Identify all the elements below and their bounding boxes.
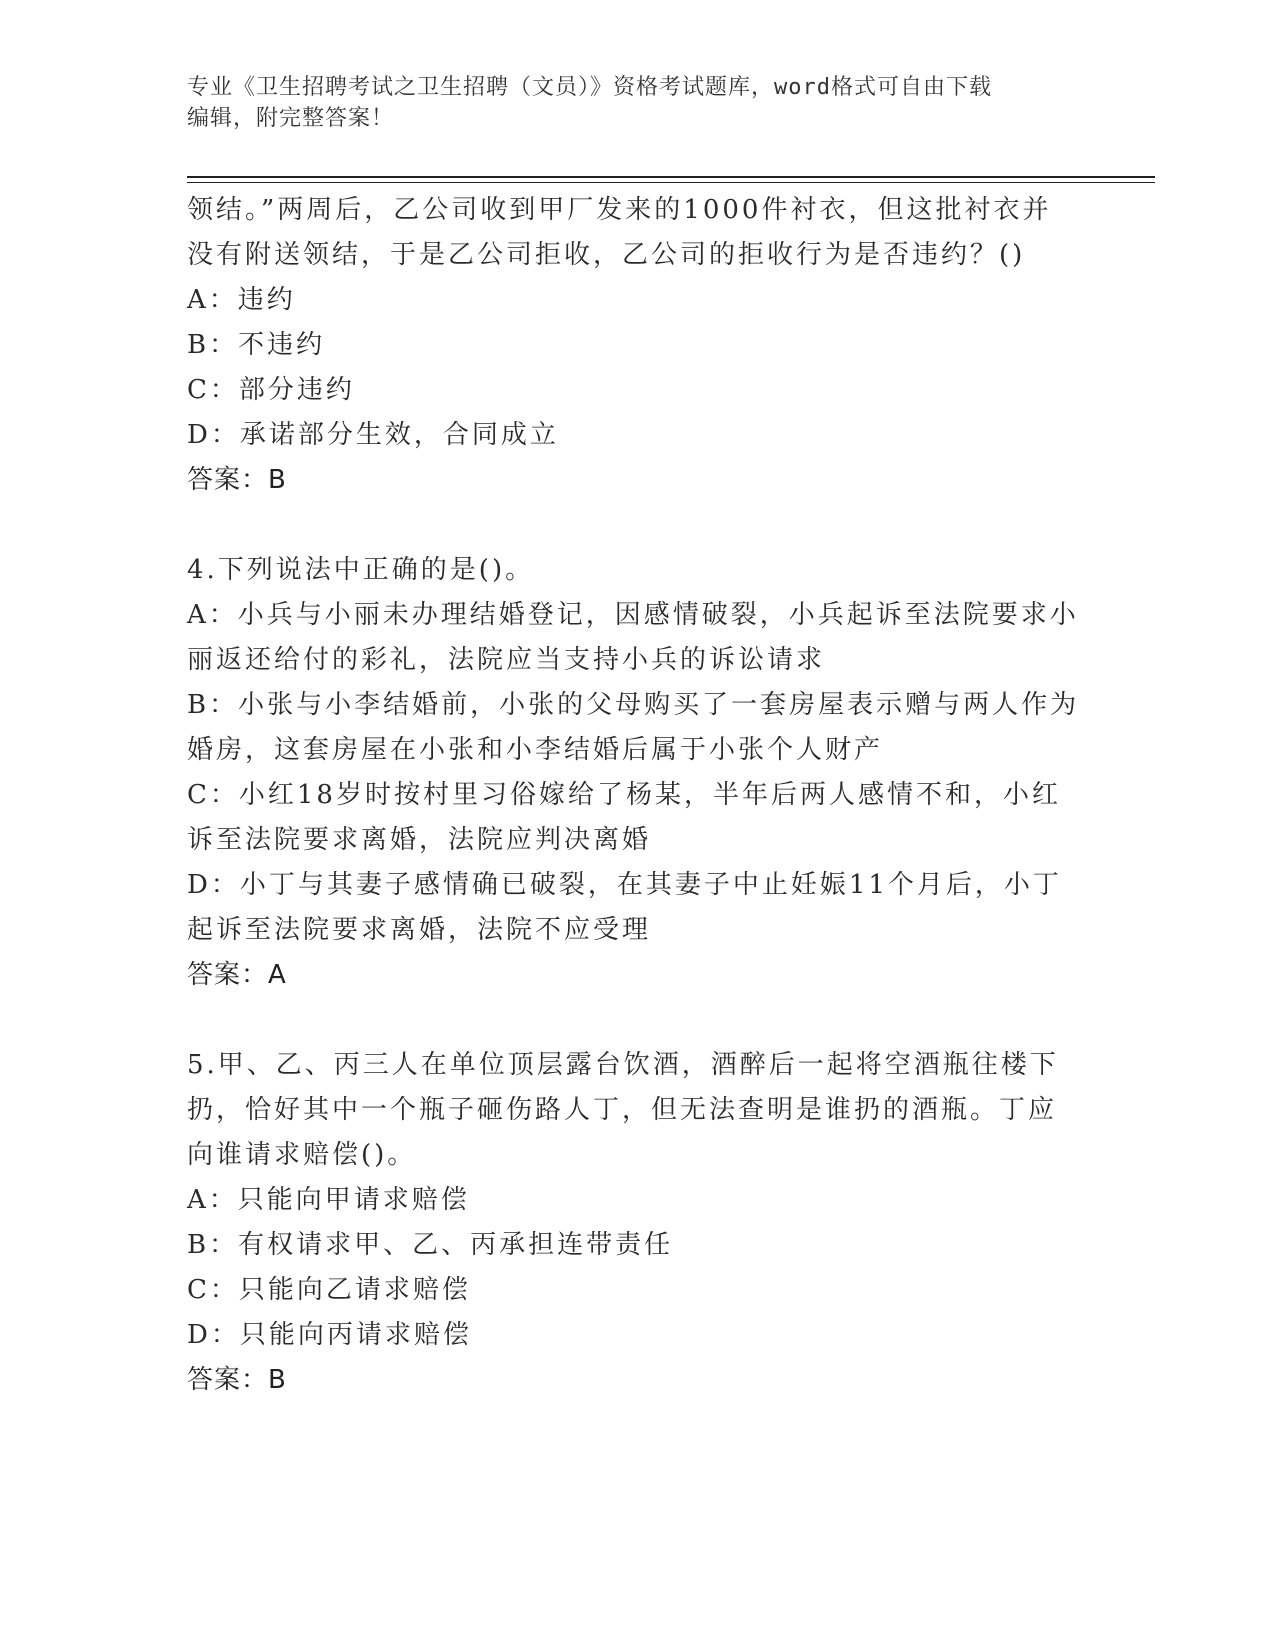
question-4-option-a-line-2: 丽返还给付的彩礼，法院应当支持小兵的诉讼请求 — [187, 645, 826, 675]
question-3-option-b: B：不违约 — [187, 330, 326, 360]
question-4-option-d-line-1: D：小丁与其妻子感情确已破裂，在其妻子中止妊娠11个月后，小丁 — [187, 870, 1062, 900]
question-5-stem-line-1: 5.甲、乙、丙三人在单位顶层露台饮酒，酒醉后一起将空酒瓶往楼下 — [187, 1050, 1059, 1080]
question-4-option-c-line-2: 诉至法院要求离婚，法院应判决离婚 — [187, 825, 652, 855]
question-4 — [187, 548, 1080, 998]
question-5 — [187, 1043, 1067, 1403]
question-3-answer: 答案：B — [187, 465, 287, 495]
question-4-option-d-line-2: 起诉至法院要求离婚，法院不应受理 — [187, 915, 652, 945]
question-4-answer: 答案：A — [187, 960, 287, 990]
header-line-2: 编辑，附完整答案！ — [187, 106, 395, 131]
header-divider-thin — [187, 182, 1155, 183]
question-spacer — [187, 998, 1067, 1043]
question-3-option-a: A：违约 — [187, 285, 296, 315]
question-3-stem-line-1: 领结。”两周后，乙公司收到甲厂发来的1000件衬衣，但这批衬衣并 — [187, 195, 1052, 225]
question-5-option-d: D：只能向丙请求赔偿 — [187, 1320, 472, 1350]
question-3-stem-line-2: 没有附送领结，于是乙公司拒收，乙公司的拒收行为是否违约？() — [187, 240, 1026, 270]
header-line-1: 专业《卫生招聘考试之卫生招聘（文员）》资格考试题库，word格式可自由下载 — [187, 75, 992, 100]
question-spacer — [187, 503, 1067, 548]
question-4-stem-line-1: 4.下列说法中正确的是()。 — [187, 555, 535, 585]
question-5-option-b: B：有权请求甲、乙、丙承担连带责任 — [187, 1230, 674, 1260]
question-5-answer: 答案：B — [187, 1365, 287, 1395]
question-5-stem-line-2: 扔，恰好其中一个瓶子砸伤路人丁，但无法查明是谁扔的酒瓶。丁应 — [187, 1095, 1058, 1125]
question-3-option-d: D：承诺部分生效，合同成立 — [187, 420, 559, 450]
question-5-option-a: A：只能向甲请求赔偿 — [187, 1185, 470, 1215]
question-4-option-a-line-1: A：小兵与小丽未办理结婚登记，因感情破裂，小兵起诉至法院要求小 — [187, 600, 1079, 630]
header-divider-thick — [187, 176, 1155, 178]
question-4-option-b-line-1: B：小张与小李结婚前，小张的父母购买了一套房屋表示赠与两人作为 — [187, 690, 1080, 720]
page-header — [187, 72, 1087, 134]
question-3 — [187, 188, 1067, 503]
question-5-option-c: C：只能向乙请求赔偿 — [187, 1275, 471, 1305]
document-body — [187, 188, 1080, 1403]
question-3-option-c: C：部分违约 — [187, 375, 355, 405]
question-5-stem-line-3: 向谁请求赔偿()。 — [187, 1140, 417, 1170]
question-4-option-c-line-1: C：小红18岁时按村里习俗嫁给了杨某，半年后两人感情不和，小红 — [187, 780, 1061, 810]
question-4-option-b-line-2: 婚房，这套房屋在小张和小李结婚后属于小张个人财产 — [187, 735, 884, 765]
